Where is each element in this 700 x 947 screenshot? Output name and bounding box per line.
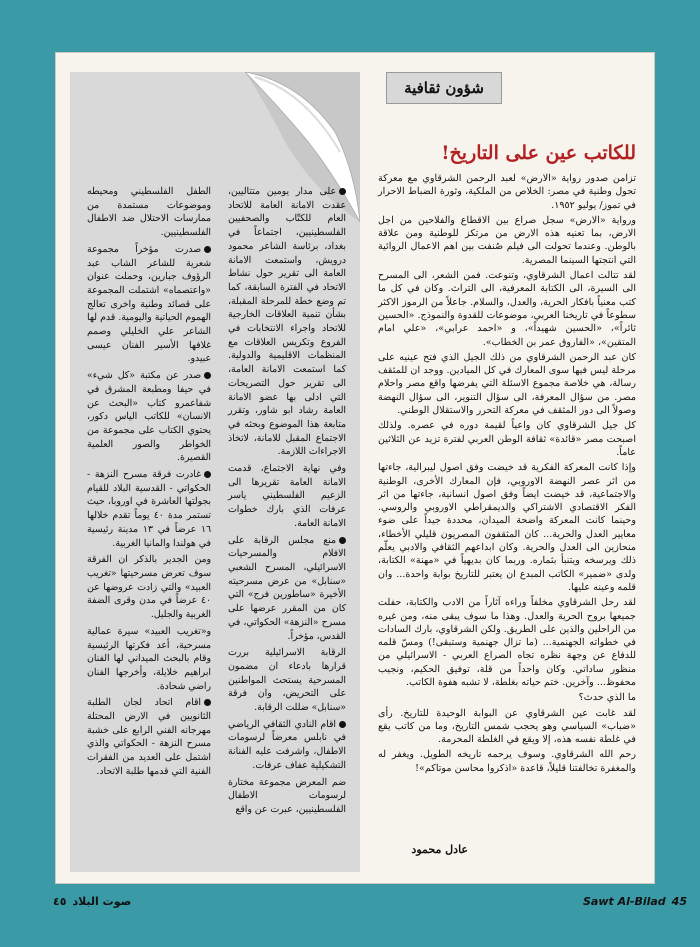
bullet-icon: [204, 471, 211, 478]
news-item: ومن الجدير بالذكر ان الفرقة سوف تعرض مسرحيتها «تغريب العبيد» والتي زادت عروضها عن ٤٠ عرضاً في مدن وقرى الضفة الغربية والجليل.: [87, 554, 211, 621]
article-paragraph: كان عبد الرحمن الشرقاوي من ذلك الجيل الذي فتح عينيه على مرحلة ليس فيها سوى المعارك في كل الميادين. ووجد ان للمثقف رسالة، هي خلاصة مجموع الاسئلة التي يفرضها واقع مصر واحلام مصر. من سؤال المعرفة، الى سؤال التنوير، الى سؤال النهضة وصولاً الى دور المثقف في معركة التحرر والاستقلال الوطني.: [378, 351, 636, 417]
news-item: الطفل الفلسطيني ومحيطه وموضوعات مستمدة من ممارسات الاحتلال ضد الاطفال الفلسطينيين.: [87, 186, 211, 239]
news-item: صدر عن مكتبة «كل شيء» في حيفا ومطبعة المشرق في شفاعمرو كتاب «البحث عن الانسان» للكاتب الياس دكور، يحتوي الكتاب على مجموعة من الخواطر والصور العلمية القصيرة.: [87, 370, 211, 464]
article-paragraph: تزامن صدور رواية «الارض» لعبد الرحمن الشرقاوي مع معركة تحول وطنية في مصر: الخلاص من الملكية، وثورة الضباط الاحرار في تموز/ يوليو ١٩٥٢.: [378, 173, 636, 211]
bullet-icon: [204, 699, 211, 706]
author-name: عادل محمود: [411, 843, 468, 856]
news-item: صدرت مؤخراً مجموعة شعرية للشاعر الشاب عبد الرؤوف جبارين، وحملت عنوان «واعتصماه» اشتملت المجموعة على قصائد وطنية واخرى تعالج الهموم الحياتية واليومية. قدم لها الشاعر علي الخليلي وصمم غلافها الأسير الفنان عيسى عبيدو.: [87, 243, 211, 365]
article-paragraph: لقد غابت عين الشرقاوي عن البوابة الوحيدة للتاريخ. رأى «ضباب» السياسي وهو يحجب شمس التاريخ، وما من كاتب يقع في غلطة نفسه هذه، إلا ويقع في الغلطة المحرمة.: [378, 707, 636, 746]
section-tag: شؤون ثقافية: [386, 72, 502, 104]
magazine-name-latin: Sawt Al-Bilad: [583, 895, 666, 908]
article-paragraph: لقد رحل الشرقاوي مخلفاً وراءه آثاراً من الادب والكتابة، حفلت جميعها بروح الحرية والعدل. وهذا ما سوف يبقى منه، ومن غيره من الراحلين والذين على الطريق. ولكن الشرقاوي، بارك السادات في خطواته الجهنمية... (ما تزال جهنمية وستبقى!) ومسّ قلمه للدفاع عن وجهة نظره تجاه الصراع العربي - الاسرائيلي من منظور ساداتي. وكان واحداً من قلة، توفيق الحكيم، ونجيب محفوظ... وآخرين. ختم حياته بغلطة، لا تشبه هفوة الكاتب.: [378, 597, 636, 688]
bullet-icon: [339, 537, 346, 544]
main-article: [378, 172, 636, 777]
news-item: اقام النادي الثقافي الرياضي في نابلس معرضاً لرسومات الاطفال، واشرفت عليه الفنانة التشكيلية عفاف عرفات.: [228, 718, 346, 771]
news-item: ضم المعرض مجموعة مختارة لرسومات الاطفال الفلسطينيين، عبرت عن واقع: [228, 776, 346, 815]
page-number: 45: [671, 895, 687, 908]
news-item: على مدار يومين متتاليين، عقدت الامانة العامة للاتحاد العام للكتّاب والصحفيين الفلسطينيين، اجتماعاً في بغداد، برئاسة الشاعر محمود درويش، واستمعت الامانة العامة الى تقرير حول نشاط الاتحاد في الفترة السابقة، كما تم وضع خطة للمرحلة المقبلة، بشأن تنمية العلاقات الخارجية للاتحاد واجراء الانتخابات في الفروع وتكريس العلاقات مع المنظمات الاقليمية والدولية. كما استمعت الامانة العامة، الى تقرير حول التصريحات التي ادلى بها عضو الامانة العامة رشاد ابو شاور، وتقرر متابعة هذا الموضوع وبحثه في الاجتماع المقبل للامانة، لاتخاذ الاجراءات اللازمة.: [228, 186, 346, 458]
bullet-icon: [204, 372, 211, 379]
news-column-a: [228, 185, 346, 820]
page-number-arabic: ٤٥: [53, 895, 67, 908]
article-paragraph: رحم الله الشرقاوي. وسوف يرحمه تاريخه الطويل. ويغفر له والمغفرة تخالفتنا قليلاً، قاعدة «اذكروا محاسن موتاكم»!: [378, 749, 636, 774]
bullet-icon: [339, 721, 346, 728]
article-paragraph: لقد تتالت اعمال الشرقاوي، وتنوعت. فمن الشعر، الى المسرح الى السيرة، الى الكتابة المعرفية، الى التراث. وكان في كل ما كتب معنياً بافكار الحرية، والعدل، والسلام. جاعلاً من الرموز الاكثر سطوعاً في تاريخنا العربي، موضوعات للقدوة والنموذج. «الحسين ثائراً»، «الحسين شهيداً»، و «احمد عرابي»، «علي امام المتقين»، «الفاروق عمر بن الخطاب».: [378, 270, 636, 348]
news-item: منع مجلس الرقابة على الافلام والمسرحيات الاسرائيلي، المسرح الشعبي «سنابل» من عرض مسرحيته الأخيرة «ساطورين فرج» التي كان من المقرر عرضها على مسرح «النزهة» الحكواتي، في القدس، مؤخراً.: [228, 534, 346, 642]
bullet-icon: [204, 246, 211, 253]
article-paragraph: ما الذي حدث؟: [578, 692, 636, 704]
news-item: غادرت فرقة مسرح النزهة - الحكواتي - القدسية البلاد للقيام بجولتها العاشرة في اوروبا، حيث تستمر مدة ٤٠ يوماً تقدم خلالها ١٦ عرضاً في ١٣ مدينة رئيسية في هولندا والمانيا الغربية.: [87, 469, 211, 549]
news-column-b: [87, 185, 211, 782]
bullet-icon: [339, 188, 346, 195]
news-item: وفي نهاية الاجتماع، قدمت الامانة العامة تقريرها الى الزعيم الفلسطيني ياسر عرفات الذي بارك خطوات الامانة العامة.: [228, 463, 346, 529]
news-item: اقام اتحاد لجان الطلبة الثانويين في الارض المحتلة مهرجانه الفني الرابع على خشبة مسرح النزهة - الحكواتي والذي اشتمل على العديد من الفقرات الفنية التي قدمها طلبة الاتحاد.: [87, 697, 211, 777]
article-paragraph: ورواية «الارض» سجل صراع بين الاقطاع والفلاحين من اجل الارض، بما تعنيه هذه الارض من مرتكز للوطنية ومن علاقة بالوطن. وعندما تحولت الى فيلم صُنفت بين اهم الاعمال الروائية التي انتجتها السينما المصرية.: [378, 214, 636, 266]
article-headline: للكاتب عين على التاريخ!: [441, 142, 636, 164]
news-item: و«تغريب العبيد» سيرة عمالية مسرحية، أعد فكرتها الرئيسية وقام بالبحث الميداني لها الفنان ابراهيم خلايلة، وأخرجها الفنان راضي شحادة.: [87, 625, 211, 692]
article-paragraph: كل جيل الشرقاوي كان واعياً لقيمة دوره في عصره. ولذلك اصبحت مصر «قائدة» ثقافة الوطن العربي لفترة تزيد عن الثلاثين عاماً.: [378, 420, 636, 458]
article-paragraph: وإذا كانت المعركة الفكرية قد خيضت وفق اصول ليبرالية، جاءتها من اثر عصر النهضة الاوروبي، فإن المعارك الأخرى، الوطنية والاجتماعية، قد خيضت ايضاً وفق اصول انسانية، جاءتها من اثر الفكر الاقتصادي الاشتراكي والديمقراطي الاوروبي والروسي. وحينما كانت المعركة واضحة الميدان، محددة جيداً على ضوء معايير العدل والحرية... كان المثقفون المصريون قليلي الأخطاء، منحازين الى العدل والحرية. وكان ابداعهم الثقافي والادبي يعلّم ذلك ويرسخه ويتنبأ بثماره. وربما كان بديهياً في «مهنة» الكتابة، ولدى «ضمير» الكاتب المبدع ان يعتبر للتاريخ بوابة واحدة... وان قلمه وعينه عليها.: [378, 462, 636, 593]
news-item: الرقابة الاسرائيلية بررت قرارها بادعاء ان مضمون المسرحية يستحث المواطنين على التحريض، وان فرقة «سنابل» ضللت الرقابة.: [228, 647, 346, 714]
footer-right: [580, 895, 690, 908]
magazine-name-arabic: صوت البلاد: [72, 895, 132, 908]
footer-left: [50, 895, 134, 908]
